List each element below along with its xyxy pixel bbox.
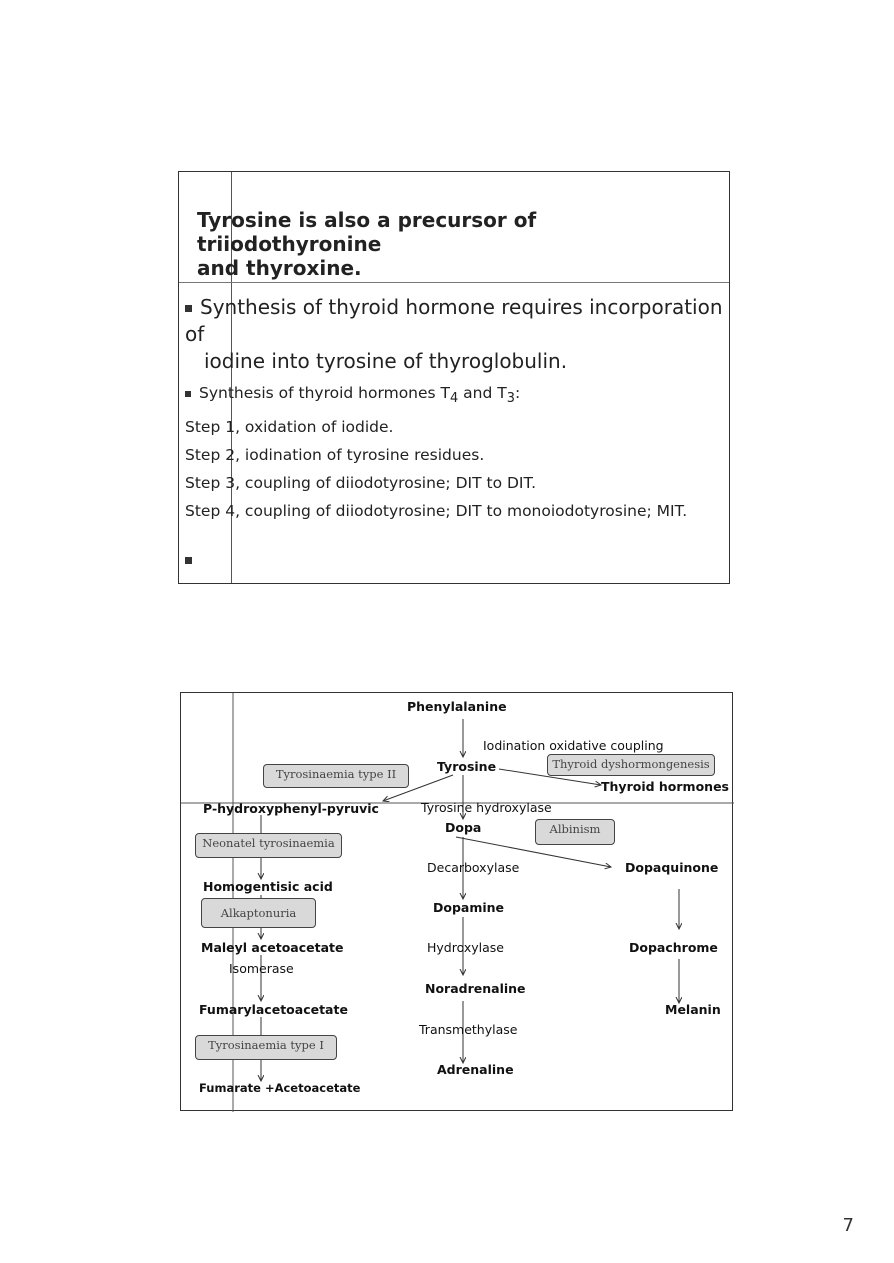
thyroid-dyshormonogenesis-box: Thyroid dyshormongenesis (547, 754, 715, 776)
title-line-1: Tyrosine is also a precursor of triiodothyronine (197, 208, 537, 256)
alkaptonuria-box: Alkaptonuria (201, 898, 316, 928)
decarboxylase-label: Decarboxylase (427, 860, 520, 875)
tyrosine-label: Tyrosine (437, 759, 497, 774)
homogentisic-acid-label: Homogentisic acid (203, 879, 333, 894)
step-1: Step 1, oxidation of iodide. (185, 418, 394, 437)
page-number: 7 (842, 1215, 854, 1236)
step-2: Step 2, iodination of tyrosine residues. (185, 446, 485, 465)
step-4: Step 4, coupling of diiodotyrosine; DIT to monoiodotyrosine; MIT. (185, 502, 688, 521)
hydroxylase-label: Hydroxylase (427, 940, 504, 955)
dopa-label: Dopa (445, 820, 482, 835)
phenylalanine-label: Phenylalanine (407, 699, 507, 714)
bullet-square-icon (185, 391, 191, 397)
maleyl-acetoacetate-label: Maleyl acetoacetate (201, 940, 344, 955)
transmethylase-label: Transmethylase (419, 1022, 518, 1037)
dopachrome-label: Dopachrome (629, 940, 718, 955)
adrenaline-label: Adrenaline (437, 1062, 514, 1077)
albinism-box: Albinism (535, 819, 615, 845)
bullet-1-line-1: Synthesis of thyroid hormone requires incorporation of (185, 295, 723, 346)
p-hydroxyphenylpyruvic-label: P-hydroxyphenyl-pyruvic (203, 801, 379, 816)
bullet-2: Synthesis of thyroid hormones $T_4$ and $T_3$: Step 1, oxidation of iodide. Step 2, iodination of tyrosine residues. Step 3, coupling of diiodotyrosine; DIT to DIT. Step 4, coupling of diiodotyrosine; DIT to monoiodotyrosine; MIT. (185, 379, 687, 525)
bullet-1-line-2: iodine into tyrosine of thyroglobulin. (204, 349, 568, 373)
tyrosinaemia-type-1-box: Tyrosinaemia type I (195, 1035, 337, 1060)
fumarate-acetoacetate-label: Fumarate +Acetoacetate (199, 1081, 361, 1095)
noradrenaline-label: Noradrenaline (425, 981, 526, 996)
bullet-1 (185, 294, 729, 375)
slide-2-pathway-diagram (180, 692, 733, 1111)
iodination-label: Iodination oxidative coupling (483, 738, 664, 753)
slide-1-title (197, 208, 727, 280)
bullet-square-icon (185, 305, 192, 312)
thyroid-hormones-label: Thyroid hormones (601, 779, 729, 794)
dopaquinone-label: Dopaquinone (625, 860, 719, 875)
neonatal-tyrosinaemia-box: Neonatel tyrosinaemia (195, 833, 342, 858)
step-3: Step 3, coupling of diiodotyrosine; DIT to DIT. (185, 474, 537, 493)
empty-bullet-square-icon (185, 557, 192, 564)
tyrosine-hydroxylase-label: Tyrosine hydroxylase (421, 800, 552, 815)
title-separator (179, 282, 729, 283)
fumarylacetoacetate-label: Fumarylacetoacetate (199, 1002, 348, 1017)
dopamine-label: Dopamine (433, 900, 505, 915)
slide-1 (178, 171, 730, 584)
tyrosinaemia-type-2-box: Tyrosinaemia type II (263, 764, 409, 788)
melanin-label: Melanin (665, 1002, 721, 1017)
isomerase-label: Isomerase (229, 961, 294, 976)
title-line-2: and thyroxine. (197, 256, 362, 280)
